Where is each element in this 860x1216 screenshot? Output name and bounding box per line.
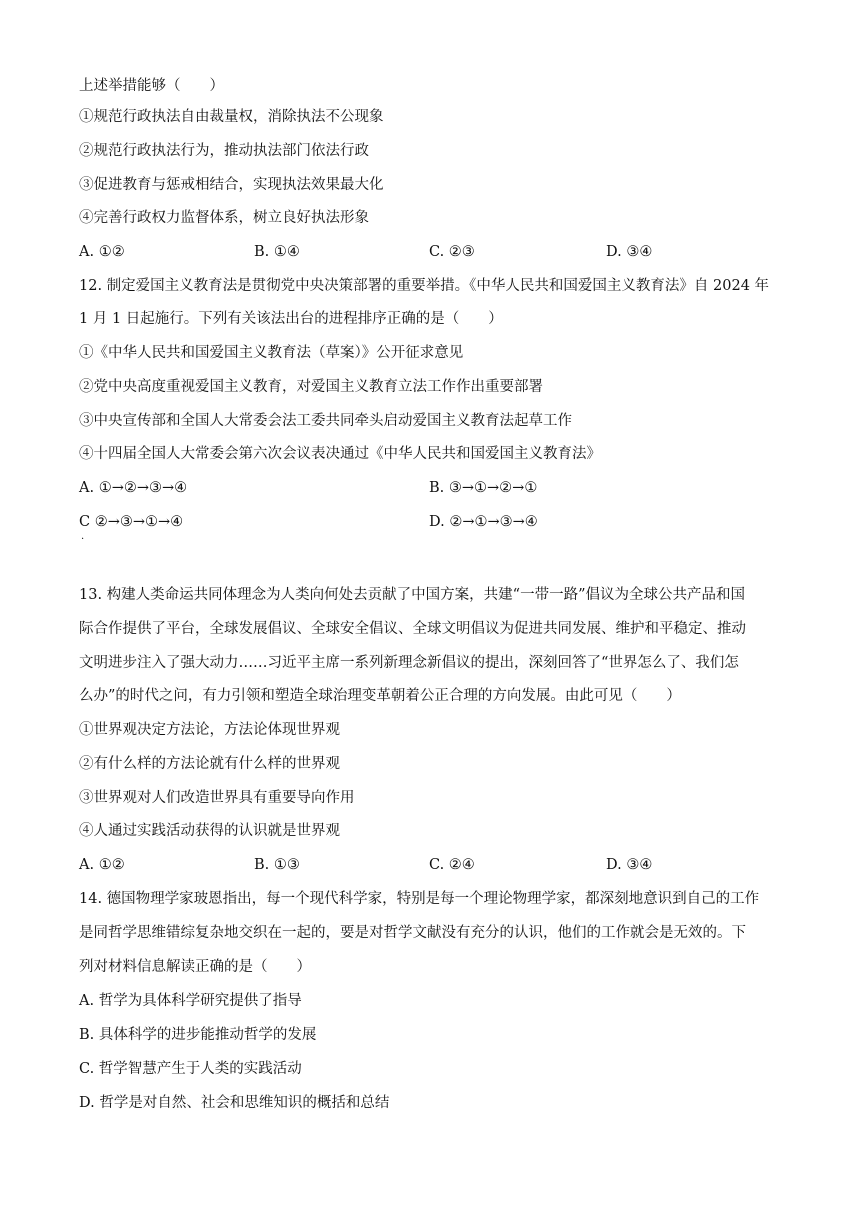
- q13-option-a: A. ①②: [79, 857, 125, 873]
- q13-item-4: ④人通过实践活动获得的认识就是世界观: [79, 823, 340, 839]
- q14-choice-c: C. 哲学智慧产生于人类的实践活动: [79, 1061, 302, 1077]
- q13-option-d: D. ③④: [606, 857, 653, 873]
- q12-option-b: B. ③→①→②→①: [429, 480, 538, 496]
- q11-item-1: ①规范行政执法自由裁量权，消除执法不公现象: [79, 109, 384, 125]
- q12-item-3: ③中央宣传部和全国人大常委会法工委共同牵头启动爱国主义教育法起草工作: [79, 413, 572, 429]
- q13-item-2: ②有什么样的方法论就有什么样的世界观: [79, 756, 340, 772]
- q12-option-a: A. ①→②→③→④: [79, 480, 188, 496]
- q11-item-3: ③促进教育与惩戒相结合，实现执法效果最大化: [79, 177, 384, 193]
- q11-option-a: A. ①②: [79, 244, 125, 260]
- q11-option-c: C. ②③: [429, 244, 475, 260]
- q12-option-c: C ②→③→①→④: [79, 514, 184, 530]
- q14-choice-b: B. 具体科学的进步能推动哲学的发展: [79, 1027, 317, 1043]
- q14-choice-d: D. 哲学是对自然、社会和思维知识的概括和总结: [79, 1095, 390, 1111]
- q12-option-d: D. ②→①→③→④: [429, 514, 538, 530]
- q14-stem-line-3: 列对材料信息解读正确的是（ ）: [79, 959, 311, 975]
- q13-item-1: ①世界观决定方法论，方法论体现世界观: [79, 722, 340, 738]
- q13-stem-line-2: 际合作提供了平台，全球发展倡议、全球安全倡议、全球文明倡议为促进共同发展、维护和平稳定、推动: [79, 621, 746, 637]
- q11-item-2: ②规范行政执法行为，推动执法部门依法行政: [79, 143, 369, 159]
- q11-item-4: ④完善行政权力监督体系，树立良好执法形象: [79, 210, 369, 226]
- q14-stem-line-1: 14. 德国物理学家玻恩指出，每一个现代科学家，特别是每一个理论物理学家，都深刻地意识到自己的工作: [79, 891, 760, 907]
- q12-item-2: ②党中央高度重视爱国主义教育，对爱国主义教育立法工作作出重要部署: [79, 379, 543, 395]
- q13-option-c: C. ②④: [429, 857, 475, 873]
- stray-dot-mark: .: [81, 531, 85, 542]
- q13-stem-line-1: 13. 构建人类命运共同体理念为人类向何处去贡献了中国方案，共建“一带一路”倡议为全球公共产品和国: [79, 587, 745, 603]
- q12-item-1: ①《中华人民共和国爱国主义教育法（草案）》公开征求意见: [79, 345, 464, 361]
- q13-option-b: B. ①③: [254, 857, 300, 873]
- q13-stem-line-4: 么办”的时代之问，有力引领和塑造全球治理变革朝着公正合理的方向发展。由此可见（ ）: [79, 688, 681, 704]
- q14-stem-line-2: 是同哲学思维错综复杂地交织在一起的，要是对哲学文献没有充分的认识，他们的工作就会是无效的。下: [79, 925, 746, 941]
- q13-stem-line-3: 文明进步注入了强大动力……习近平主席一系列新理念新倡议的提出，深刻回答了“世界怎么了、我们怎: [79, 655, 739, 671]
- q12-stem-line-1: 12. 制定爱国主义教育法是贯彻党中央决策部署的重要举措。《中华人民共和国爱国主义教育法》自 2024 年: [79, 278, 770, 294]
- q11-option-d: D. ③④: [606, 244, 653, 260]
- q13-item-3: ③世界观对人们改造世界具有重要导向作用: [79, 790, 355, 806]
- q14-choice-a: A. 哲学为具体科学研究提供了指导: [79, 993, 302, 1009]
- q12-item-4: ④十四届全国人大常委会第六次会议表决通过《中华人民共和国爱国主义教育法》: [79, 446, 601, 462]
- q11-option-b: B. ①④: [254, 244, 300, 260]
- question-intro: 上述举措能够（ ）: [79, 78, 224, 94]
- q12-stem-line-2: 1 月 1 日起施行。下列有关该法出台的进程排序正确的是（ ）: [79, 311, 503, 327]
